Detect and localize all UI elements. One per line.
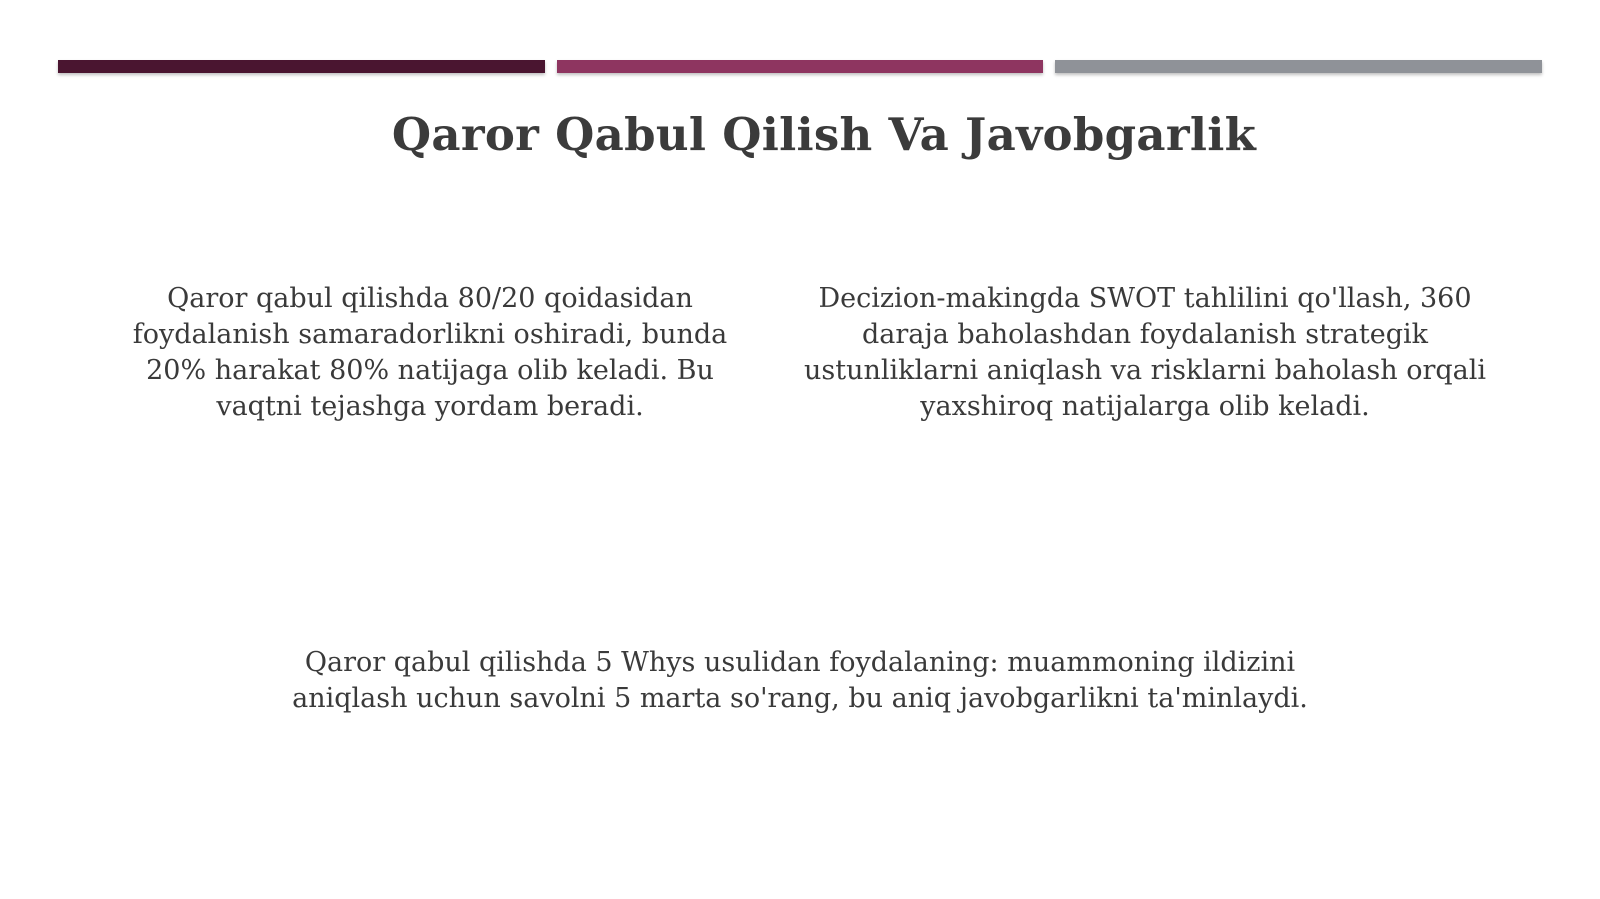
slide-title: Qaror Qabul Qilish Va Javobgarlik (391, 108, 1257, 161)
accent-bar-dark (58, 60, 545, 73)
paragraph-bottom: Qaror qabul qilishda 5 Whys usulidan foydalaning: muammoning ildizini aniqlash uchun savolni 5 marta so'rang, bu aniq javobgarlikni ta'minlaydi. (292, 647, 1308, 714)
paragraph-left: Qaror qabul qilishda 80/20 qoidasidan foydalanish samaradorlikni oshiradi, bunda 20% harakat 80% natijaga olib keladi. Bu vaqtni tejashga yordam beradi. (132, 283, 728, 422)
accent-bars (58, 60, 1542, 74)
accent-bar-magenta (557, 60, 1044, 73)
paragraph-right: Decizion-makingda SWOT tahlilini qo'llash, 360 daraja baholashdan foydalanish strategik ustunliklarni aniqlash va risklarni baholash orqali yaxshiroq natijalarga olib keladi. (803, 283, 1487, 422)
accent-bar-gray (1055, 60, 1542, 73)
